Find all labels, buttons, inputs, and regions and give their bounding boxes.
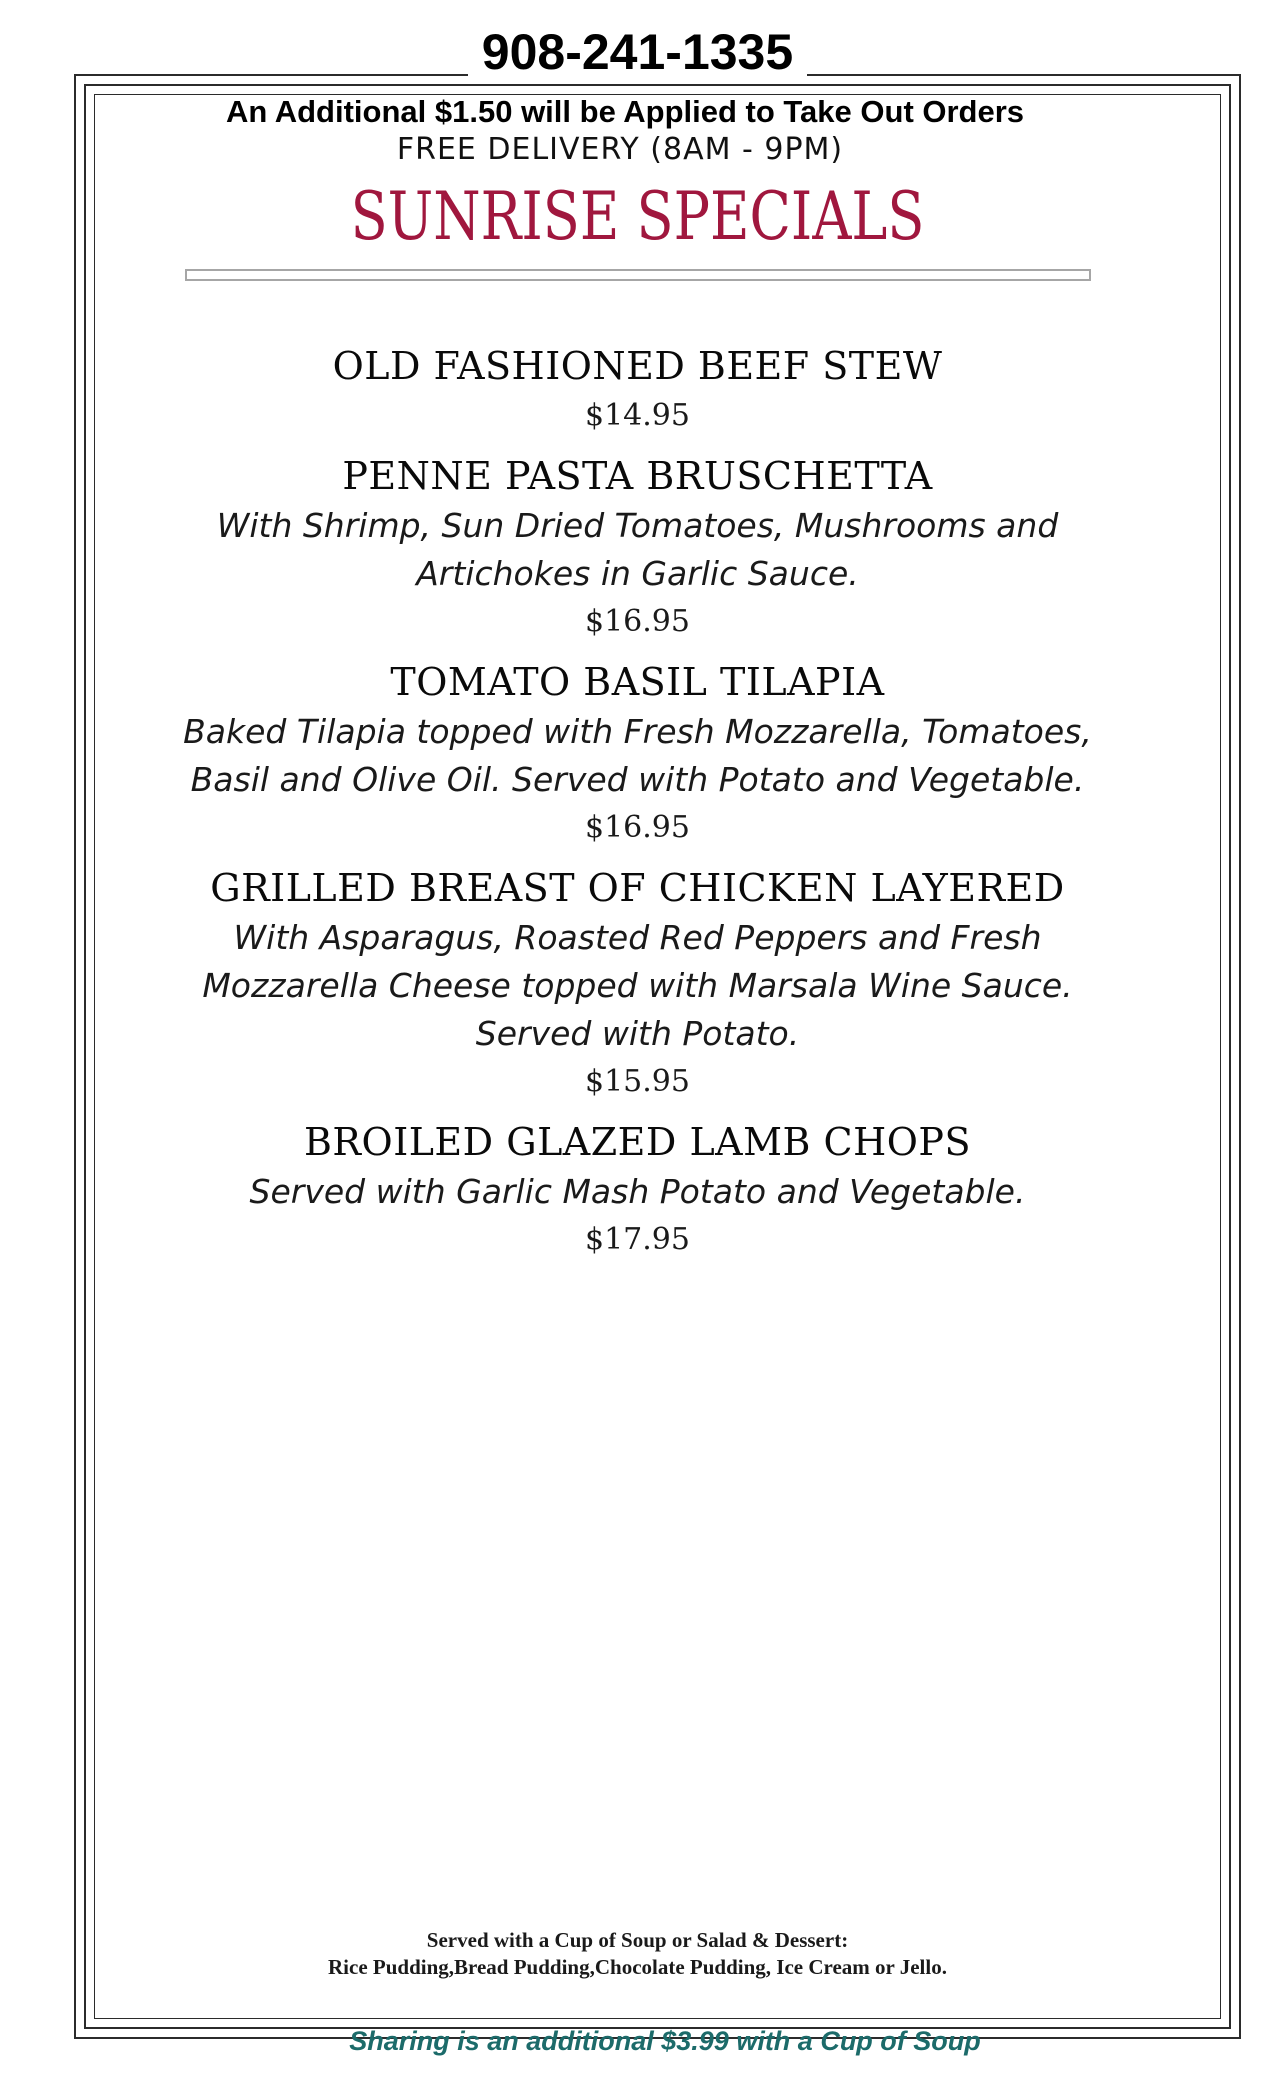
item-price: $16.95: [585, 810, 690, 845]
item-price: $15.95: [585, 1064, 690, 1099]
item-description: Served with Garlic Mash Potato and Vegetable.: [249, 1172, 1026, 1211]
sides-note-line2: Rice Pudding,Bread Pudding,Chocolate Pudding, Ice Cream or Jello.: [328, 1955, 947, 1979]
menu-item-tilapia: [150, 656, 1125, 852]
item-name: GRILLED BREAST OF CHICKEN LAYERED: [210, 866, 1065, 910]
menu-item-beef-stew: [150, 340, 1125, 440]
item-price: $16.95: [585, 604, 690, 639]
item-description: With Asparagus, Roasted Red Peppers and Fresh Mozzarella Cheese topped with Marsala Wine Sauce. Served with Potato.: [202, 918, 1073, 1053]
phone-number: [0, 22, 1275, 82]
item-description: Baked Tilapia topped with Fresh Mozzarella, Tomatoes, Basil and Olive Oil. Served with Potato and Vegetable.: [183, 712, 1092, 799]
menu-items: [150, 340, 1125, 1274]
sides-note-line1: Served with a Cup of Soup or Salad & Dessert:: [426, 1928, 849, 1952]
title-divider: [185, 269, 1091, 281]
page-title: SUNRISE SPECIALS: [350, 178, 925, 255]
item-price: $14.95: [585, 398, 690, 433]
menu-item-chicken: [150, 862, 1125, 1106]
sharing-notice: Sharing is an additional $3.99 with a Cup of Soup: [349, 2026, 981, 2056]
menu-item-lamb-chops: [150, 1116, 1125, 1264]
item-name: PENNE PASTA BRUSCHETTA: [342, 454, 933, 498]
phone-number-text: 908-241-1335: [468, 24, 807, 80]
sides-note: [0, 1927, 1275, 1981]
menu-item-penne-bruschetta: [150, 450, 1125, 646]
item-name: BROILED GLAZED LAMB CHOPS: [304, 1120, 971, 1164]
item-description: With Shrimp, Sun Dried Tomatoes, Mushrooms and Artichokes in Garlic Sauce.: [216, 506, 1059, 593]
item-price: $17.95: [585, 1222, 690, 1257]
delivery-notice: FREE DELIVERY (8AM - 9PM): [396, 132, 844, 167]
item-name: OLD FASHIONED BEEF STEW: [332, 344, 943, 388]
takeout-notice: An Additional $1.50 will be Applied to Take Out Orders: [225, 94, 1025, 129]
item-name: TOMATO BASIL TILAPIA: [390, 660, 885, 704]
